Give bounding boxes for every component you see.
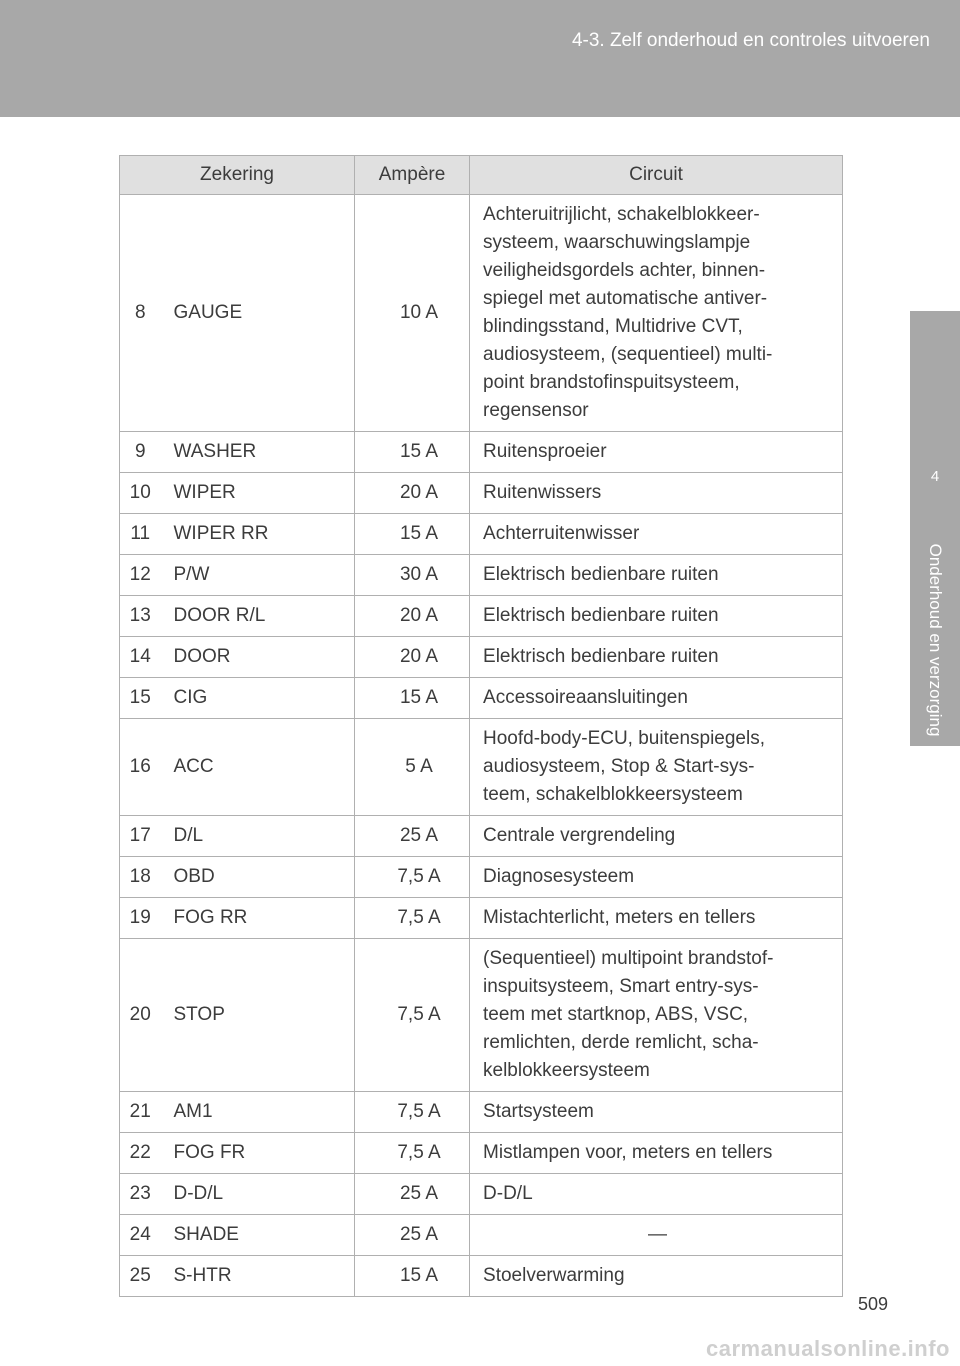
circuit-line: Elektrisch bedienbare ruiten bbox=[483, 564, 719, 585]
fuse-circuit-cell bbox=[470, 719, 843, 816]
fuse-number-cell: 25 bbox=[120, 1256, 161, 1297]
circuit-line: Accessoireaansluitingen bbox=[483, 687, 688, 708]
circuit-line: inspuitsysteem, Smart entry-sys- bbox=[483, 976, 759, 997]
fuse-number-cell: 19 bbox=[120, 898, 161, 939]
circuit-line: Ruitenwissers bbox=[483, 482, 602, 503]
fuse-table bbox=[119, 155, 843, 1297]
table-row bbox=[120, 1215, 843, 1256]
circuit-line: veiligheidsgordels achter, binnen- bbox=[483, 260, 766, 281]
fuse-name-cell: WIPER RR bbox=[161, 514, 355, 555]
circuit-line: kelblokkeersysteem bbox=[483, 1060, 650, 1081]
fuse-circuit-cell bbox=[470, 555, 843, 596]
circuit-line: point brandstofinspuitsysteem, bbox=[483, 372, 740, 393]
fuse-name-cell: STOP bbox=[161, 939, 355, 1092]
fuse-ampere-cell: 7,5 A bbox=[355, 857, 470, 898]
circuit-line: Hoofd-body-ECU, buitenspiegels, bbox=[483, 728, 766, 749]
fuse-ampere-cell: 7,5 A bbox=[355, 939, 470, 1092]
fuse-name-cell: DOOR bbox=[161, 637, 355, 678]
fuse-circuit-cell bbox=[470, 195, 843, 432]
fuse-ampere-cell: 25 A bbox=[355, 1215, 470, 1256]
fuse-number-cell: 16 bbox=[120, 719, 161, 816]
table-row bbox=[120, 637, 843, 678]
fuse-name-cell: S-HTR bbox=[161, 1256, 355, 1297]
circuit-line: Achteruitrijlicht, schakelblokkeer- bbox=[483, 204, 760, 225]
fuse-circuit-cell bbox=[470, 678, 843, 719]
table-row bbox=[120, 1174, 843, 1215]
fuse-ampere-cell: 20 A bbox=[355, 473, 470, 514]
table-row bbox=[120, 473, 843, 514]
fuse-circuit-cell bbox=[470, 1256, 843, 1297]
fuse-name-cell: D-D/L bbox=[161, 1174, 355, 1215]
fuse-number-cell: 22 bbox=[120, 1133, 161, 1174]
section-title: 4-3. Zelf onderhoud en controles uitvoeren bbox=[571, 30, 930, 51]
column-header-circuit: Circuit bbox=[470, 156, 843, 195]
fuse-circuit-cell bbox=[470, 1174, 843, 1215]
table-row bbox=[120, 857, 843, 898]
circuit-line: Stoelverwarming bbox=[483, 1265, 625, 1286]
fuse-circuit-cell bbox=[470, 432, 843, 473]
fuse-number-cell: 10 bbox=[120, 473, 161, 514]
fuse-number-cell: 12 bbox=[120, 555, 161, 596]
table-row bbox=[120, 1092, 843, 1133]
table-header-row bbox=[120, 156, 843, 195]
circuit-line: teem met startknop, ABS, VSC, bbox=[483, 1004, 749, 1025]
circuit-line: (Sequentieel) multipoint brandstof- bbox=[483, 948, 774, 969]
fuse-number-cell: 23 bbox=[120, 1174, 161, 1215]
chapter-name: Onderhoud en verzorging bbox=[926, 543, 945, 737]
fuse-circuit-cell bbox=[470, 857, 843, 898]
table-body bbox=[120, 195, 843, 1297]
fuse-circuit-cell bbox=[470, 637, 843, 678]
circuit-line: audiosysteem, (sequentieel) multi- bbox=[483, 344, 773, 365]
fuse-ampere-cell: 15 A bbox=[355, 1256, 470, 1297]
fuse-name-cell: OBD bbox=[161, 857, 355, 898]
fuse-number-cell: 11 bbox=[120, 514, 161, 555]
table-row bbox=[120, 195, 843, 432]
fuse-circuit-cell bbox=[470, 473, 843, 514]
fuse-circuit-cell bbox=[470, 939, 843, 1092]
fuse-ampere-cell: 10 A bbox=[355, 195, 470, 432]
table-row bbox=[120, 432, 843, 473]
circuit-line: audiosysteem, Stop & Start-sys- bbox=[483, 756, 755, 777]
fuse-number-cell: 17 bbox=[120, 816, 161, 857]
table-row bbox=[120, 514, 843, 555]
circuit-line: Ruitensproeier bbox=[483, 441, 607, 462]
circuit-line: Elektrisch bedienbare ruiten bbox=[483, 605, 719, 626]
fuse-circuit-cell bbox=[470, 514, 843, 555]
fuse-name-cell: FOG RR bbox=[161, 898, 355, 939]
fuse-ampere-cell: 25 A bbox=[355, 816, 470, 857]
fuse-ampere-cell: 7,5 A bbox=[355, 1092, 470, 1133]
fuse-ampere-cell: 20 A bbox=[355, 596, 470, 637]
circuit-line: Diagnosesysteem bbox=[483, 866, 635, 887]
circuit-line: spiegel met automatische antiver- bbox=[483, 288, 768, 309]
fuse-circuit-cell bbox=[470, 1092, 843, 1133]
fuse-name-cell: GAUGE bbox=[161, 195, 355, 432]
fuse-number-cell: 9 bbox=[120, 432, 161, 473]
fuse-ampere-cell: 7,5 A bbox=[355, 898, 470, 939]
table-row bbox=[120, 596, 843, 637]
fuse-number-cell: 21 bbox=[120, 1092, 161, 1133]
table-row bbox=[120, 1133, 843, 1174]
table-row bbox=[120, 898, 843, 939]
table-row bbox=[120, 816, 843, 857]
circuit-line: teem, schakelblokkeersysteem bbox=[483, 784, 743, 805]
circuit-line: Mistlampen voor, meters en tellers bbox=[483, 1142, 773, 1163]
fuse-ampere-cell: 15 A bbox=[355, 678, 470, 719]
fuse-ampere-cell: 5 A bbox=[355, 719, 470, 816]
fuse-name-cell: D/L bbox=[161, 816, 355, 857]
fuse-name-cell: P/W bbox=[161, 555, 355, 596]
fuse-name-cell: CIG bbox=[161, 678, 355, 719]
table-row bbox=[120, 1256, 843, 1297]
fuse-circuit-cell bbox=[470, 898, 843, 939]
circuit-line: Startsysteem bbox=[483, 1101, 594, 1122]
fuse-ampere-cell: 7,5 A bbox=[355, 1133, 470, 1174]
chapter-number: 4 bbox=[930, 468, 940, 485]
circuit-line: Mistachterlicht, meters en tellers bbox=[483, 907, 756, 928]
fuse-ampere-cell: 20 A bbox=[355, 637, 470, 678]
fuse-name-cell: FOG FR bbox=[161, 1133, 355, 1174]
fuse-number-cell: 18 bbox=[120, 857, 161, 898]
circuit-line: D-D/L bbox=[483, 1183, 533, 1204]
watermark: carmanualsonline.info bbox=[706, 1336, 950, 1361]
circuit-line: systeem, waarschuwingslampje bbox=[483, 232, 751, 253]
column-header-zekering: Zekering bbox=[120, 156, 355, 195]
column-header-ampere: Ampère bbox=[355, 156, 470, 195]
fuse-number-cell: 20 bbox=[120, 939, 161, 1092]
fuse-name-cell: AM1 bbox=[161, 1092, 355, 1133]
page-number: 509 bbox=[857, 1294, 888, 1314]
fuse-name-cell: ACC bbox=[161, 719, 355, 816]
fuse-circuit-cell bbox=[470, 816, 843, 857]
fuse-number-cell: 14 bbox=[120, 637, 161, 678]
fuse-circuit-cell bbox=[470, 1133, 843, 1174]
fuse-ampere-cell: 15 A bbox=[355, 432, 470, 473]
fuse-ampere-cell: 25 A bbox=[355, 1174, 470, 1215]
fuse-number-cell: 15 bbox=[120, 678, 161, 719]
fuse-ampere-cell: 15 A bbox=[355, 514, 470, 555]
table-row bbox=[120, 555, 843, 596]
circuit-line: blindingsstand, Multidrive CVT, bbox=[483, 316, 743, 337]
fuse-name-cell: WIPER bbox=[161, 473, 355, 514]
table-row bbox=[120, 719, 843, 816]
fuse-number-cell: 24 bbox=[120, 1215, 161, 1256]
circuit-line: remlichten, derde remlicht, scha- bbox=[483, 1032, 759, 1053]
circuit-line: Achterruitenwisser bbox=[483, 523, 640, 544]
fuse-name-cell: SHADE bbox=[161, 1215, 355, 1256]
header-band bbox=[0, 0, 960, 117]
circuit-line: Elektrisch bedienbare ruiten bbox=[483, 646, 719, 667]
fuse-number-cell: 8 bbox=[120, 195, 161, 432]
fuse-ampere-cell: 30 A bbox=[355, 555, 470, 596]
fuse-number-cell: 13 bbox=[120, 596, 161, 637]
table-row bbox=[120, 678, 843, 719]
fuse-name-cell: WASHER bbox=[161, 432, 355, 473]
circuit-line: regensensor bbox=[483, 400, 589, 421]
fuse-circuit-cell bbox=[470, 1215, 843, 1256]
circuit-line: — bbox=[648, 1224, 668, 1245]
table-row bbox=[120, 939, 843, 1092]
fuse-name-cell: DOOR R/L bbox=[161, 596, 355, 637]
fuse-circuit-cell bbox=[470, 596, 843, 637]
circuit-line: Centrale vergrendeling bbox=[483, 825, 676, 846]
